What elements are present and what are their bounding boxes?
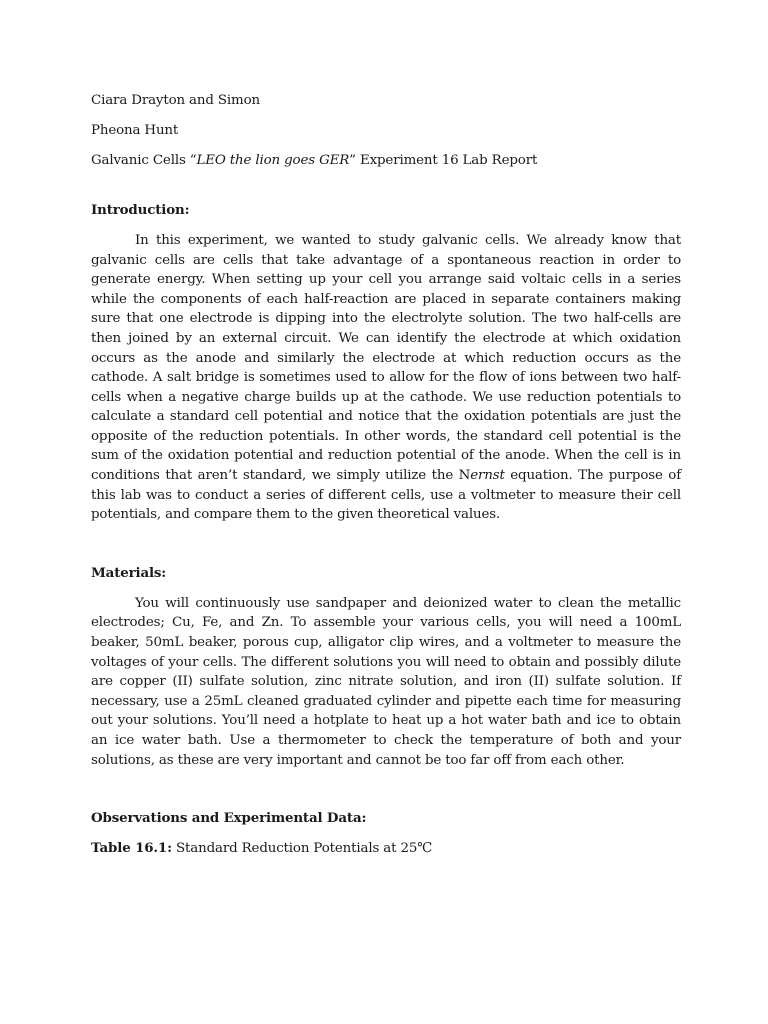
author-line-1: Ciara Drayton and Simon (91, 93, 260, 108)
observations-heading: Observations and Experimental Data: (91, 810, 367, 827)
introduction-text-1: In this experiment, we wanted to study galvanic cells. We already know that galvanic cells are cells that take advantage of a spontaneous reaction in order to generate energy. When setting up your cell you arrange said voltaic cells in a series while the components of each half-reaction are placed in separate containers making sure that one electrode is dipping into the electrolyte solution. The two half-cells are then joined by an external circuit. We can identify the electrode at which oxidation occurs as the anode and similarly the electrode at which reduction occurs as the cathode. A salt bridge is sometimes used to allow for the flow of ions between two half-cells when a negative charge builds up at the cathode. We use reduction potentials to calculate a standard cell potential and notice that the oxidation potentials are just the opposite of the reduction potentials. In other words, the standard cell potential is the sum of the oxidation potential and reduction potential of the anode. When the cell is in conditions that aren’t standard, we simply utilize the N (91, 232, 681, 484)
materials-heading: Materials: (91, 564, 167, 581)
report-title-suffix: ” Experiment 16 Lab Report (349, 152, 538, 168)
introduction-text-2: equation. The purpose of this lab was to conduct a series of different cells, use a voltmeter to measure their cell potentials, and compare them to the given theoretical values. (91, 468, 681, 523)
report-title-prefix: Galvanic Cells “ (91, 152, 197, 168)
table-caption (91, 839, 681, 859)
report-title-italic: LEO the lion goes GER (196, 152, 350, 168)
introduction-paragraph (91, 231, 681, 525)
table-caption-text: Standard Reduction Potentials at 25℃ (171, 841, 433, 857)
author-line-2: Pheona Hunt (91, 122, 179, 138)
materials-paragraph: You will continuously use sandpaper and deionized water to clean the metallic electrodes; Cu, Fe, and Zn. To assemble your various cells, you will need a 100mL beaker, 50mL beaker, porous cup, alligator clip wires, and a voltmeter to measure the voltages of your cells. The different solutions you will need to obtain and possibly dilute are copper (II) sulfate solution, zinc nitrate solution, and iron (II) sulfate solution. If necessary, use a 25mL cleaned graduated cylinder and pipette each time for measuring out your solutions. You’ll need a hotplate to heat up a hot water bath and ice to obtain an ice water bath. Use a thermometer to check the temperature of both and your solutions, as these are very important and cannot be too far off from each other. (91, 595, 681, 768)
introduction-heading: Introduction: (91, 201, 190, 218)
report-title (91, 151, 681, 171)
introduction-text-italic: ernst (470, 468, 505, 484)
document-page (91, 91, 681, 859)
table-label: Table 16.1: (91, 840, 172, 857)
